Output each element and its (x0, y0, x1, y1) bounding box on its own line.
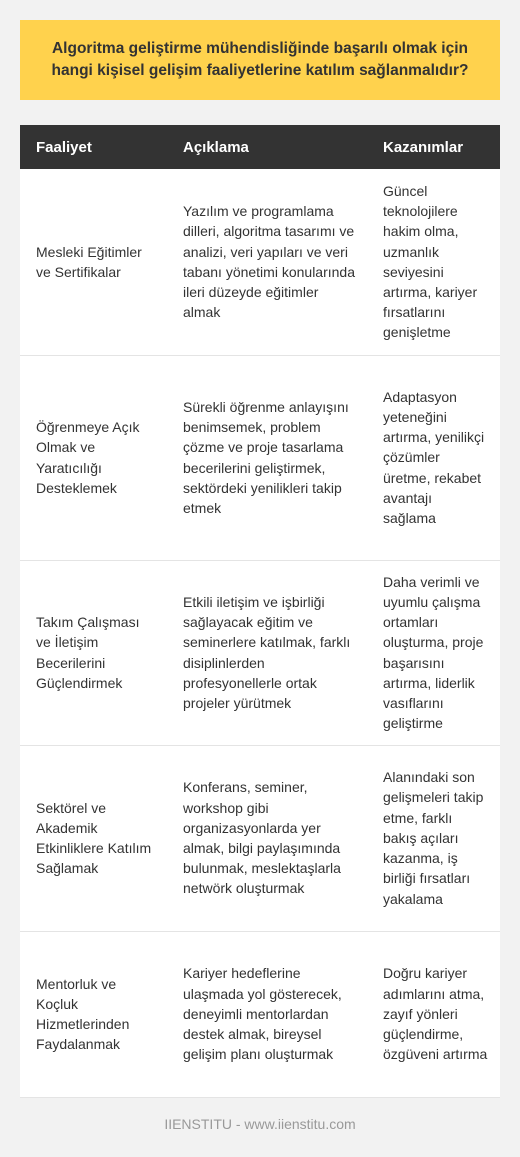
description-cell: Yazılım ve programlama dilleri, algoritma tasarımı ve analizi, veri yapıları ve veri tabanı yönetimi konularında ileri düzeyde eğitimler almak (167, 169, 367, 355)
table-header-row (20, 125, 500, 169)
table-row (20, 169, 500, 355)
gains-cell: Daha verimli ve uyumlu çalışma ortamları oluşturma, proje başarısını artırma, liderlik vasıflarını geliştirme (367, 560, 500, 745)
description-cell: Konferans, seminer, workshop gibi organizasyonlarda yer almak, bilgi paylaşımında bulunmak, meslektaşlarla netwörk oluşturmak (167, 745, 367, 931)
table-row (20, 355, 500, 560)
activity-cell: Mentorluk ve Koçluk Hizmetlerinden Faydalanmak (20, 931, 167, 1097)
gains-cell: Alanındaki son gelişmeleri takip etme, farklı bakış açıları kazanma, iş birliği fırsatları yakalama (367, 745, 500, 931)
page-title: Algoritma geliştirme mühendisliğinde başarılı olmak için hangi kişisel gelişim faaliyetlerine katılım sağlanmalıdır? (51, 40, 469, 79)
description-cell: Kariyer hedeflerine ulaşmada yol gösterecek, deneyimli mentorlardan destek almak, bireysel gelişim planı oluşturmak (167, 931, 367, 1097)
description-cell: Etkili iletişim ve işbirliği sağlayacak eğitim ve seminerlere katılmak, farklı disiplinlerden profesyonellerle ortak projeler yürütmek (167, 560, 367, 745)
title-banner (20, 20, 500, 100)
header-gains: Kazanımlar (367, 125, 500, 169)
table-row (20, 745, 500, 931)
gains-cell: Adaptasyon yeteneğini artırma, yenilikçi çözümler üretme, rekabet avantajı sağlama (367, 355, 500, 560)
header-activity: Faaliyet (20, 125, 167, 169)
footer-credit: IIENSTITU - www.iienstitu.com (164, 1116, 356, 1132)
activities-table (20, 125, 500, 1098)
description-cell: Sürekli öğrenme anlayışını benimsemek, problem çözme ve proje tasarlama becerilerini geliştirmek, sektördeki yenilikleri takip etmek (167, 355, 367, 560)
gains-cell: Güncel teknolojilere hakim olma, uzmanlık seviyesini artırma, kariyer fırsatlarını genişletme (367, 169, 500, 355)
activity-cell: Sektörel ve Akademik Etkinliklere Katılım Sağlamak (20, 745, 167, 931)
activity-cell: Öğrenmeye Açık Olmak ve Yaratıcılığı Desteklemek (20, 355, 167, 560)
gains-cell: Doğru kariyer adımlarını atma, zayıf yönleri güçlendirme, özgüveni artırma (367, 931, 500, 1097)
table-row (20, 560, 500, 745)
activity-cell: Mesleki Eğitimler ve Sertifikalar (20, 169, 167, 355)
table-row (20, 931, 500, 1097)
activity-cell: Takım Çalışması ve İletişim Becerilerini Güçlendirmek (20, 560, 167, 745)
header-description: Açıklama (167, 125, 367, 169)
